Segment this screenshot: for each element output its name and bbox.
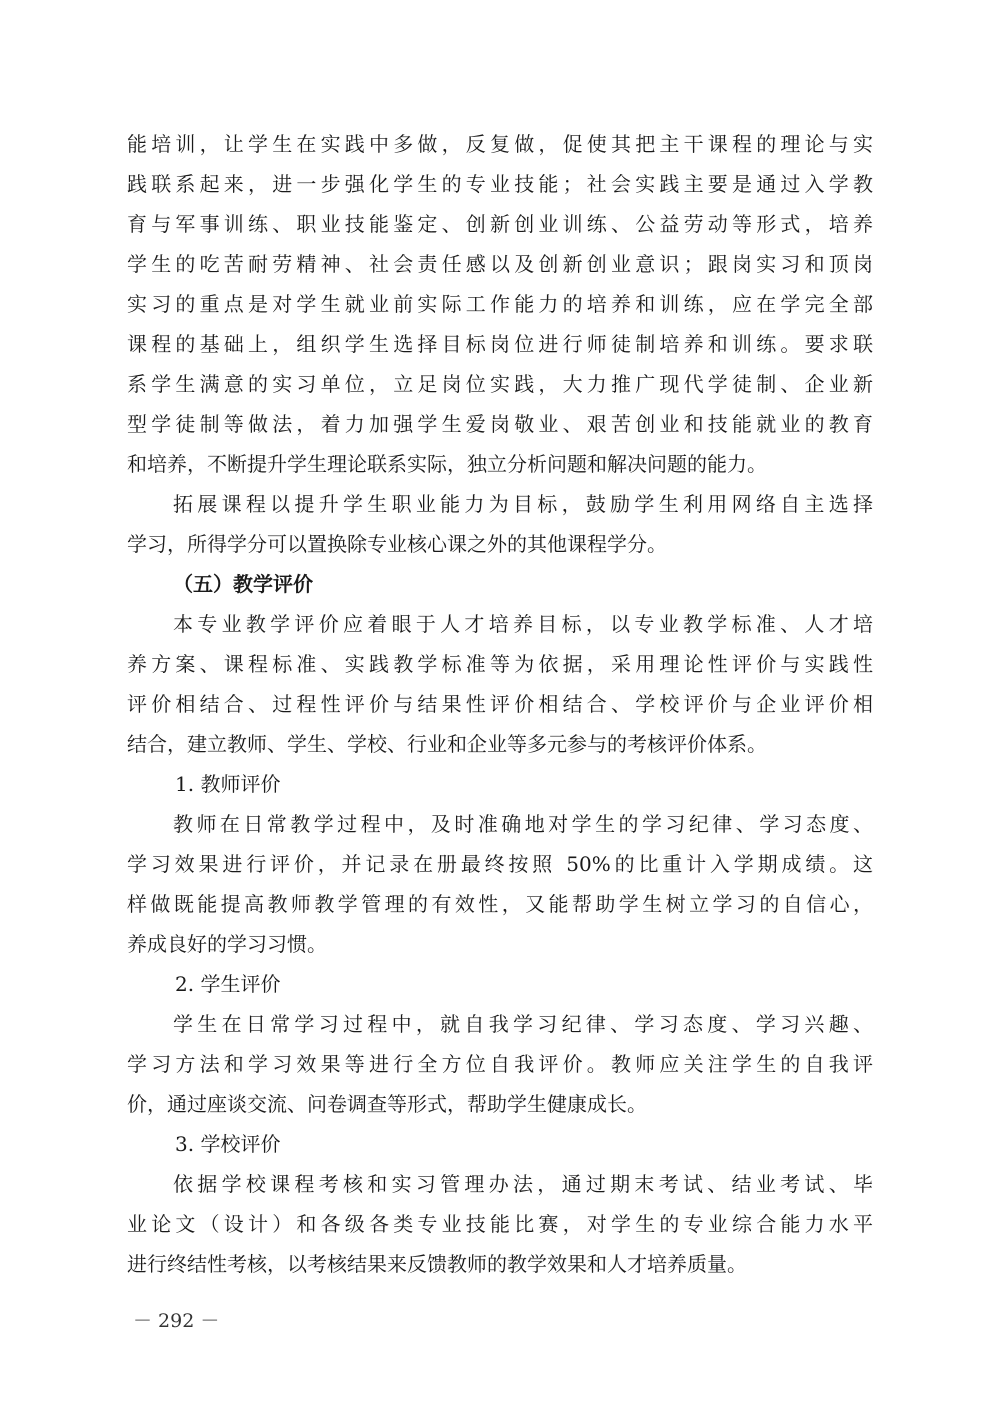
text-line: 实习的重点是对学生就业前实际工作能力的培养和训练，应在学完全部 xyxy=(127,292,873,316)
text-line: 系学生满意的实习单位，立足岗位实践，大力推广现代学徒制、企业新 xyxy=(127,372,873,396)
text-line: 价，通过座谈交流、问卷调查等形式，帮助学生健康成长。 xyxy=(127,1092,647,1116)
text-line: 学生的吃苦耐劳精神、社会责任感以及创新创业意识；跟岗实习和顶岗 xyxy=(127,252,873,276)
text-line: 学习效果进行评价，并记录在册最终按照 50%的比重计入学期成绩。这 xyxy=(127,852,873,876)
text-line: 本专业教学评价应着眼于人才培养目标，以专业教学标准、人才培 xyxy=(173,612,873,636)
text-line: 依据学校课程考核和实习管理办法，通过期末考试、结业考试、毕 xyxy=(173,1172,873,1196)
text-line: 和培养，不断提升学生理论联系实际，独立分析问题和解决问题的能力。 xyxy=(127,452,767,476)
paragraph-student-evaluation xyxy=(127,1004,873,1124)
text-line: 进行终结性考核，以考核结果来反馈教师的教学效果和人才培养质量。 xyxy=(127,1252,747,1276)
text-line: 教师在日常教学过程中，及时准确地对学生的学习纪律、学习态度、 xyxy=(173,812,873,836)
text-line: 业论文（设计）和各级各类专业技能比赛，对学生的专业综合能力水平 xyxy=(127,1212,873,1236)
paragraph-training-practice xyxy=(127,124,873,484)
subsection-heading-student: 2. 学生评价 xyxy=(175,972,281,996)
text-line: 能培训，让学生在实践中多做，反复做，促使其把主干课程的理论与实 xyxy=(127,132,873,156)
paragraph-school-evaluation xyxy=(127,1164,873,1284)
text-line: 学习方法和学习效果等进行全方位自我评价。教师应关注学生的自我评 xyxy=(127,1052,873,1076)
text-line: 结合，建立教师、学生、学校、行业和企业等多元参与的考核评价体系。 xyxy=(127,732,767,756)
page-number: － 292 － xyxy=(133,1310,220,1332)
text-line: 学习，所得学分可以置换除专业核心课之外的其他课程学分。 xyxy=(127,532,667,556)
text-line: 拓展课程以提升学生职业能力为目标，鼓励学生利用网络自主选择 xyxy=(173,492,873,516)
text-line: 课程的基础上，组织学生选择目标岗位进行师徒制培养和训练。要求联 xyxy=(127,332,873,356)
section-heading: （五）教学评价 xyxy=(173,572,313,596)
page-body xyxy=(127,124,873,1284)
text-line: 学生在日常学习过程中，就自我学习纪律、学习态度、学习兴趣、 xyxy=(173,1012,873,1036)
subsection-heading-teacher: 1. 教师评价 xyxy=(175,772,281,796)
subsection-heading-school: 3. 学校评价 xyxy=(175,1132,281,1156)
text-line: 养成良好的学习习惯。 xyxy=(127,932,327,956)
text-line: 型学徒制等做法，着力加强学生爱岗敬业、艰苦创业和技能就业的教育 xyxy=(127,412,873,436)
text-line: 样做既能提高教师教学管理的有效性，又能帮助学生树立学习的自信心， xyxy=(127,892,873,916)
paragraph-evaluation-overview xyxy=(127,604,873,764)
text-line: 践联系起来，进一步强化学生的专业技能；社会实践主要是通过入学教 xyxy=(127,172,873,196)
text-line: 评价相结合、过程性评价与结果性评价相结合、学校评价与企业评价相 xyxy=(127,692,873,716)
text-line: 育与军事训练、职业技能鉴定、创新创业训练、公益劳动等形式，培养 xyxy=(127,212,873,236)
text-line: 养方案、课程标准、实践教学标准等为依据，采用理论性评价与实践性 xyxy=(127,652,873,676)
paragraph-extension-courses xyxy=(127,484,873,564)
paragraph-teacher-evaluation xyxy=(127,804,873,964)
